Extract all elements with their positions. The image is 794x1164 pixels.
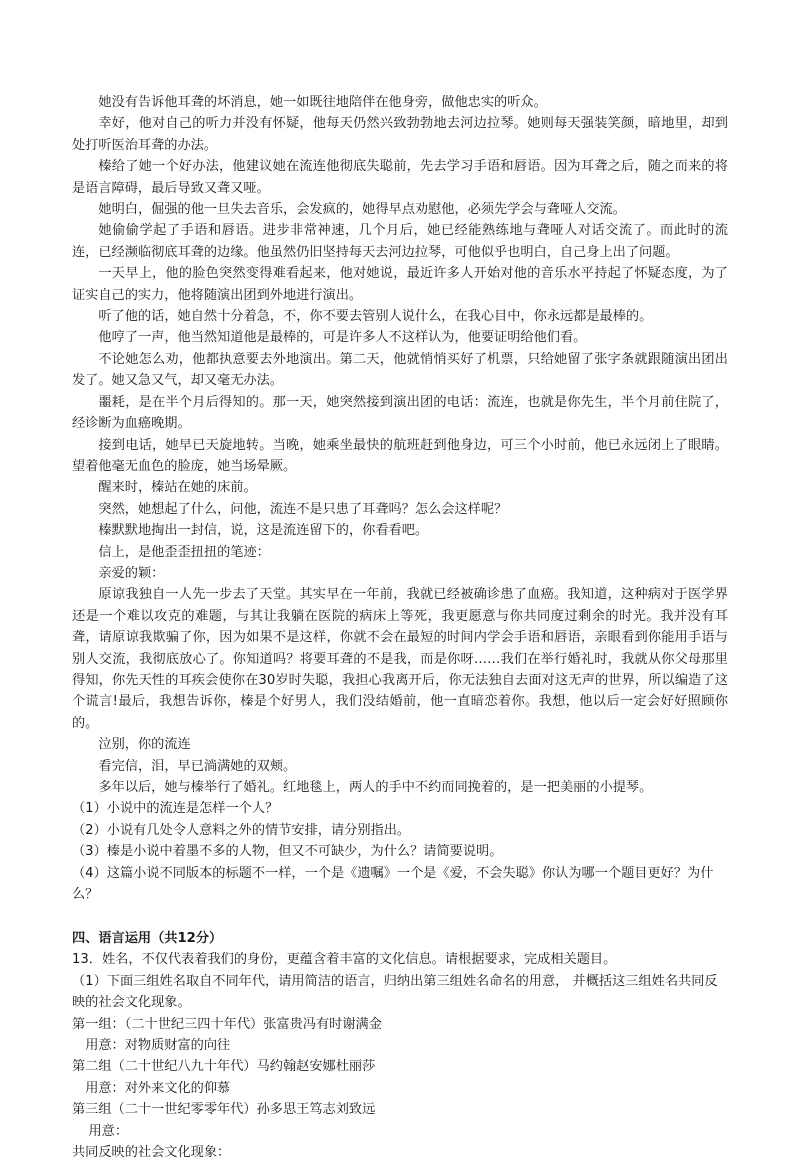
story-paragraph: 幸好，他对自己的听力并没有怀疑，他每天仍然兴致勃勃地去河边拉琴。她则每天强装笑颜，暗地里，却到处打听医治耳聋的办法。 (72, 116, 728, 153)
common-phenomenon-prompt: 共同反映的社会文化现象： (72, 1145, 231, 1161)
name-group-3-meaning: 用意： (88, 1123, 129, 1139)
story-paragraph: 不论她怎么劝，他都执意要去外地演出。第二天，他就悄悄买好了机票，只给她留了张字条就跟随演出团出发了。她又急又气，却又毫无办法。 (72, 351, 728, 389)
section-heading: 四、语言运用（共12分） (72, 931, 223, 947)
question-13-sub1: （1）下面三组姓名取自不同年代，请用简洁的语言，归纳出第三组姓名命名的用意， 并概括这三组姓名共同反映的社会文化现象。 (72, 973, 718, 1011)
story-paragraph: 噩耗，是在半个月后得知的。那一天，她突然接到演出团的电话：流连，也就是你先生，半个月前住院了，经诊断为血癌晚期。 (72, 394, 728, 432)
question-item: （4）这篇小说不同版本的标题不一样，一个是《遗嘱》一个是《爱，不会失聪》你认为哪一个题目更好？为什么？ (72, 865, 714, 903)
story-paragraph: 她没有告诉他耳聋的坏消息，她一如既往地陪伴在他身旁，做他忠实的听众。 (98, 95, 547, 110)
story-paragraph: 她偷偷学起了手语和唇语。进步非常神速，几个月后，她已经能熟练地与聋哑人对话交流了。而此时的流连，已经濒临彻底耳聋的边缘。他虽然仍旧坚持每天去河边拉琴，可他似乎也明白，自己身上出了问题。 (72, 223, 728, 260)
language-section (72, 929, 728, 1163)
name-group-1: 第一组：（二十世纪三四十年代）张富贵冯有时谢满金 (72, 1016, 382, 1032)
letter-salutation: 亲爱的颖： (98, 565, 165, 581)
story-paragraph: 听了他的话，她自然十分着急，不，你不要去管别人说什么，在我心目中，你永远都是最棒的。 (98, 309, 653, 325)
name-group-3: 第三组（二十一世纪零零年代）孙多思王笃志刘致远 (72, 1102, 376, 1118)
question-13-intro: 13．姓名，不仅代表着我们的身份，更蕴含着丰富的文化信息。请根据要求，完成相关题目。 (72, 952, 617, 968)
story-paragraph: 多年以后，她与榛举行了婚礼。红地毯上，两人的手中不约而同挽着的，是一把美丽的小提琴。 (98, 780, 653, 795)
story-paragraph: 看完信，泪，早已淌满她的双颊。 (98, 758, 297, 774)
story-body (72, 92, 728, 798)
story-paragraph: 突然，她想起了什么，问他，流连不是只患了耳聋吗？怎么会这样呢？ (98, 501, 508, 517)
story-paragraph: 醒来时，榛站在她的床前。 (98, 480, 257, 496)
story-paragraph: 接到电话，她早已天旋地转。当晚，她乘坐最快的航班赶到他身边，可三个小时前，他已永远闭上了眼睛。望着他毫无血色的脸庞，她当场晕厥。 (72, 437, 728, 474)
question-list (72, 798, 728, 905)
letter-signature: 泣别，你的流连 (98, 737, 191, 753)
question-item: （2）小说有几处令人意料之外的情节安排，请分别指出。 (72, 822, 411, 838)
question-item: （1）小说中的流连是怎样一个人？ (72, 801, 279, 817)
story-paragraph: 信上，是他歪歪扭扭的笔迹： (98, 544, 270, 560)
name-group-1-meaning: 用意：对物质财富的向往 (85, 1038, 231, 1054)
question-item: （3）榛是小说中着墨不多的人物，但又不可缺少，为什么？请简要说明。 (72, 844, 503, 860)
story-paragraph: 她明白，倔强的他一旦失去音乐，会发疯的，她得早点劝慰他，必须先学会与聋哑人交流。 (98, 202, 626, 218)
story-paragraph: 榛默默地掏出一封信，说，这是流连留下的，你看看吧。 (98, 523, 429, 539)
story-paragraph: 榛给了她一个好办法，他建议她在流连他彻底失聪前，先去学习手语和唇语。因为耳聋之后，随之而来的将是语言障碍，最后导致又聋又哑。 (72, 159, 728, 196)
story-paragraph: 一天早上，他的脸色突然变得难看起来，他对她说，最近许多人开始对他的音乐水平持起了怀疑态度，为了证实自己的实力，他将随演出团到外地进行演出。 (72, 266, 728, 303)
name-group-2: 第二组（二十世纪八九十年代）马约翰赵安娜杜丽莎 (72, 1059, 376, 1075)
letter-body: 原谅我独自一人先一步去了天堂。其实早在一年前，我就已经被确诊患了血癌。我知道，这种病对于医学界还是一个难以攻克的难题，与其让我躺在医院的病床上等死，我更愿意与你共同度过剩余的时光。我并没有耳聋，请原谅我欺骗了你，因为如果不是这样，你就不会在最短的时间内学会手语和唇语，亲眼看到你能用手语与别人交流，我彻底放心了。你知道吗？将要耳聋的不是我，而是你呀……我们在举行婚礼时，我就从你父母那里得知，你先天性的耳疾会使你在30岁时失聪，我担心我离开后，你无法独自去面对这无声的世界，所以编造了这个谎言!最后，我想告诉你，榛是个好男人，我们没结婚前，他一直暗恋着你。我想，他以后一定会好好照顾你的。 (72, 587, 728, 731)
story-paragraph: 他哼了一声，他当然知道他是最棒的，可是许多人不这样认为，他要证明给他们看。 (98, 330, 587, 346)
name-group-2-meaning: 用意：对外来文化的仰慕 (85, 1080, 231, 1096)
